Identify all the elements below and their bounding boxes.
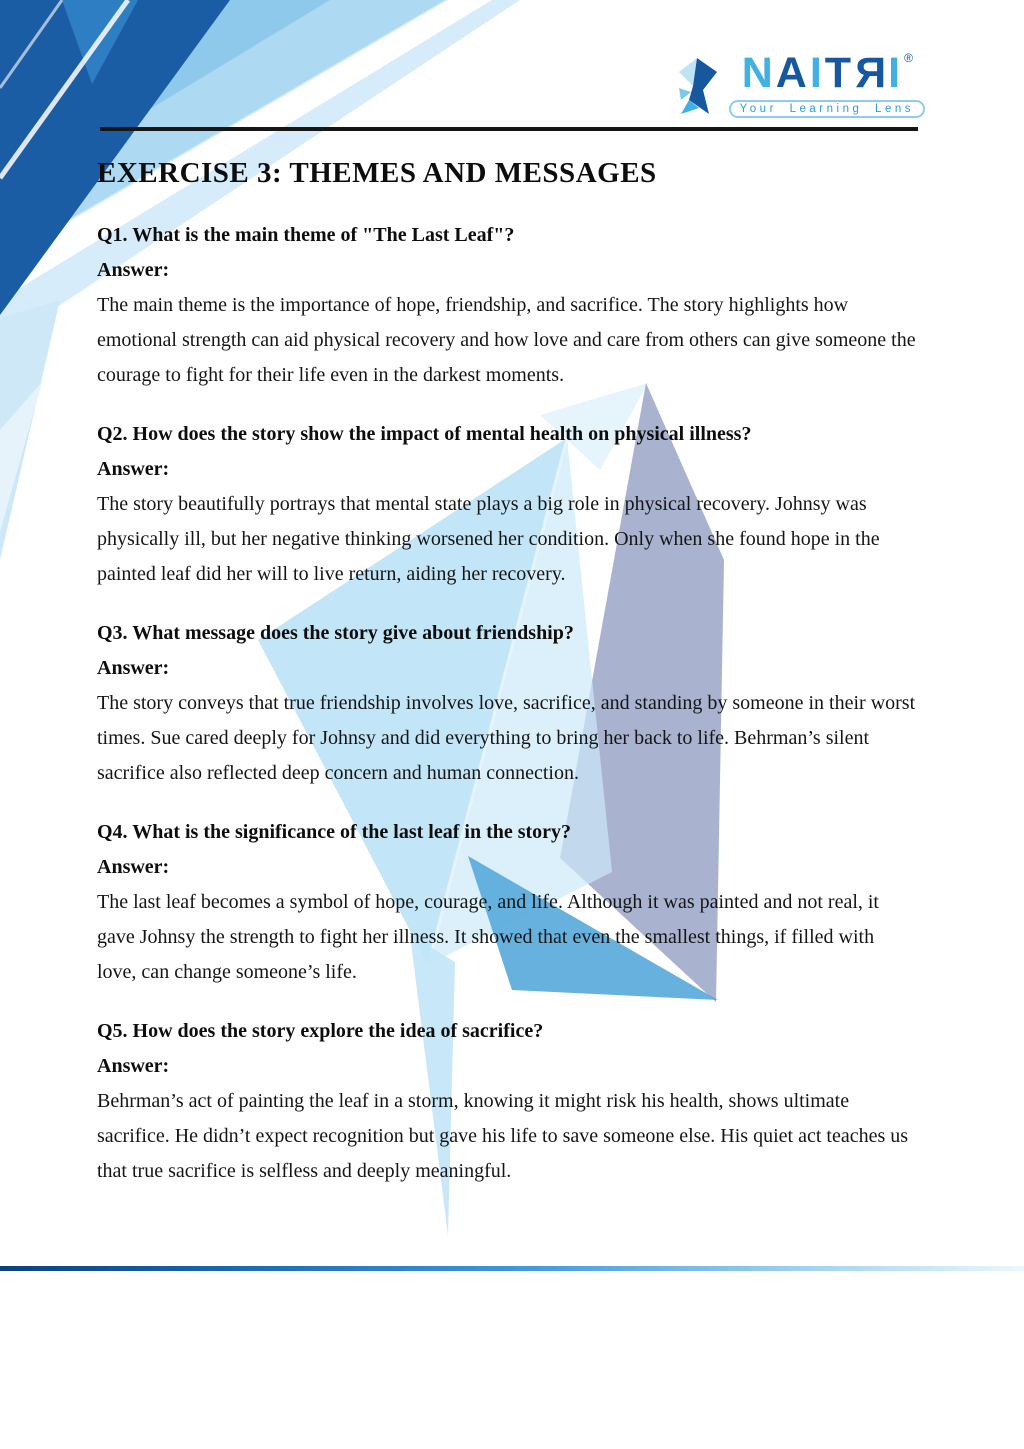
answer-label: Answer: [97,657,170,680]
question-text: Q5. How does the story explore the idea of sacrifice? [97,1020,544,1043]
question-text: Q3. What message does the story give about friendship? [97,622,574,645]
qa-block-1 [97,218,917,393]
brand-letter: I [809,49,823,97]
brand-letter: N [741,49,774,97]
qa-block-5 [97,1014,917,1189]
brand-tagline: Your Learning Lens [729,100,925,118]
brand-name [741,49,913,97]
page-header [0,0,1024,131]
answer-text: Behrman’s act of painting the leaf in a storm, knowing it might risk his health, shows ultimate sacrifice. He didn’t expect recognition but gave his life to save someone else. His quiet act teaches us that true sacrifice is selfless and deeply meaningful. [97,1090,909,1183]
answer-label: Answer: [97,458,170,481]
question-text: Q4. What is the significance of the last leaf in the story? [97,821,572,844]
answer-label: Answer: [97,259,170,282]
answer-text: The main theme is the importance of hope, friendship, and sacrifice. The story highlights how emotional strength can aid physical recovery and how love and care from others can give someone the courage to fight for their life even in the darkest moments. [97,294,916,387]
brand-letter: A [775,49,808,97]
page-title: EXERCISE 3: THEMES AND MESSAGES [97,157,657,189]
origami-bird-logo-icon [673,54,723,118]
logo-text [729,49,925,118]
answer-label: Answer: [97,1055,170,1078]
registered-trademark-icon: ® [904,51,913,65]
answer-label: Answer: [97,856,170,879]
document-content [0,157,1024,1189]
header-divider [100,127,918,131]
brand-letter: T [824,49,853,97]
answer-text: The story beautifully portrays that mental state plays a big role in physical recovery. Johnsy was physically ill, but her negative thinking worsened her condition. Only when she found hope in the painted leaf did her will to live return, aiding her recovery. [97,493,880,586]
question-text: Q2. How does the story show the impact of mental health on physical illness? [97,423,752,446]
qa-block-2 [97,417,917,592]
brand-logo [673,49,925,118]
qa-block-3 [97,616,917,791]
brand-letter: I [888,49,902,97]
answer-text: The last leaf becomes a symbol of hope, courage, and life. Although it was painted and not real, it gave Johnsy the strength to fight her illness. It showed that even the smallest things, if filled with love, can change someone’s life. [97,891,879,984]
answer-text: The story conveys that true friendship involves love, sacrifice, and standing by someone in their worst times. Sue cared deeply for Johnsy and did everything to bring her back to life. Behrman’s silent sacrifice also reflected deep concern and human connection. [97,692,916,785]
brand-letter-mirrored: R [854,49,887,97]
bottom-gradient-divider [0,1266,1024,1271]
question-text: Q1. What is the main theme of "The Last Leaf"? [97,224,515,247]
qa-block-4 [97,815,917,990]
